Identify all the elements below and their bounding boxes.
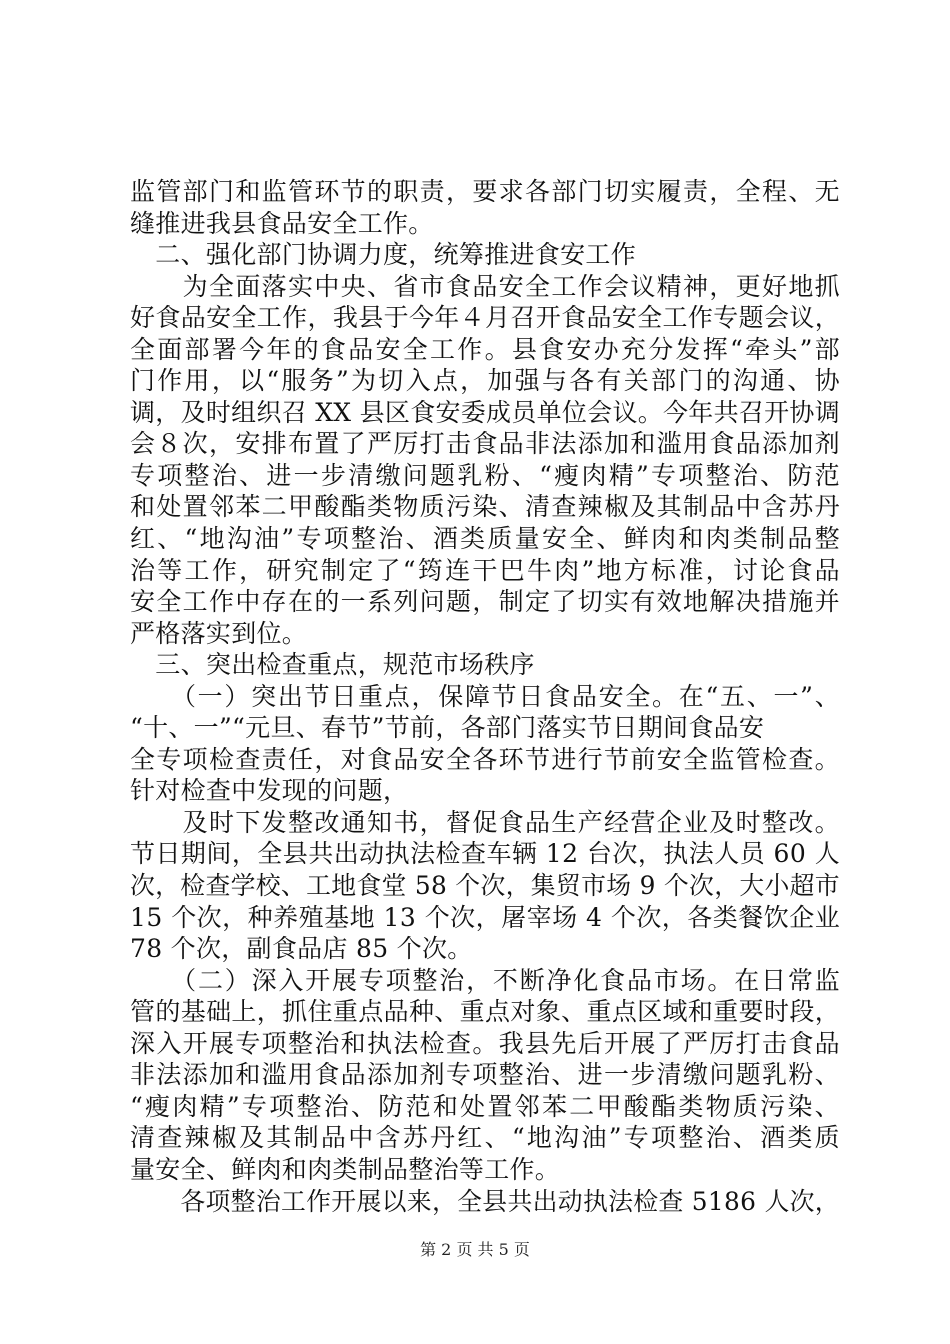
- text-line: 全面部署今年的食品安全工作。县食安办充分发挥“牵头”部: [130, 334, 842, 364]
- text-line: 量安全、鲜肉和肉类制品整治等工作。: [130, 1154, 561, 1184]
- text-line: 管的基础上，抓住重点品种、重点对象、重点区域和重要时段，: [130, 997, 841, 1027]
- text-line: 会８次，安排布置了严厉打击食品非法添加和滥用食品添加剂: [130, 429, 842, 459]
- text-line: 监管部门和监管环节的职责，要求各部门切实履责，全程、无: [130, 177, 842, 206]
- text-line: 非法添加和滥用食品添加剂专项整治、进一步清缴问题乳粉、: [130, 1060, 842, 1090]
- text-line: 78 个次，副食品店 85 个次。: [130, 934, 473, 964]
- text-line: （一）突出节日重点，保障节日食品安全。在“五、一”、: [130, 681, 842, 711]
- text-line: 为全面落实中央、省市食品安全工作会议精神，更好地抓: [130, 271, 842, 301]
- text-line: 严格落实到位。: [130, 618, 308, 648]
- text-line: 二、强化部门协调力度，统筹推进食安工作: [130, 240, 637, 270]
- text-line: 清查辣椒及其制品中含苏丹红、“地沟油”专项整治、酒类质: [130, 1123, 842, 1153]
- text-line: 红、“地沟油”专项整治、酒类质量安全、鲜肉和肉类制品整: [130, 524, 842, 554]
- text-line: 好食品安全工作，我县于今年４月召开食品安全工作专题会议，: [130, 303, 841, 333]
- text-line: 调，及时组织召 XX 县区食安委成员单位会议。今年共召开协调: [130, 397, 841, 427]
- text-line: 针对检查中发现的问题，: [130, 776, 409, 806]
- text-line: 门作用，以“服务”为切入点，加强与各有关部门的沟通、协: [130, 366, 842, 396]
- page-footer: 第 2 页 共 5 页: [420, 1240, 530, 1259]
- text-line: 15 个次，种养殖基地 13 个次，屠宰场 4 个次，各类餐饮企业: [130, 902, 841, 932]
- text-line: 专项整治、进一步清缴问题乳粉、“瘦肉精”专项整治、防范: [130, 460, 842, 490]
- text-line: 缝推进我县食品安全工作。: [130, 208, 434, 238]
- text-line: 三、突出检查重点，规范市场秩序: [130, 650, 535, 680]
- document-body: [130, 176, 840, 1217]
- text-line: “瘦肉精”专项整治、防范和处置邻苯二甲酸酯类物质污染、: [130, 1091, 842, 1121]
- text-line: （二）深入开展专项整治，不断净化食品市场。在日常监: [130, 965, 842, 995]
- text-line: 次，检查学校、工地食堂 58 个次，集贸市场 9 个次，大小超市: [130, 871, 840, 901]
- text-line: 和处置邻苯二甲酸酯类物质污染、清查辣椒及其制品中含苏丹: [130, 492, 842, 522]
- text-line: 各项整治工作开展以来，全县共出动执法检查 5186 人次，: [130, 1186, 840, 1216]
- text-line: 全专项检查责任，对食品安全各环节进行节前安全监管检查。: [130, 744, 842, 774]
- text-line: 治等工作，研究制定了“筠连干巴牛肉”地方标准，讨论食品: [130, 555, 842, 585]
- text-line: “十、一”“元旦、春节”节前，各部门落实节日期间食品安: [130, 713, 765, 743]
- text-line: 节日期间，全县共出动执法检查车辆 12 台次，执法人员 60 人: [130, 839, 841, 869]
- text-line: 安全工作中存在的一系列问题，制定了切实有效地解决措施并: [130, 587, 842, 617]
- text-line: 及时下发整改通知书，督促食品生产经营企业及时整改。: [130, 807, 842, 837]
- text-line: 深入开展专项整治和执法检查。我县先后开展了严厉打击食品: [130, 1028, 842, 1058]
